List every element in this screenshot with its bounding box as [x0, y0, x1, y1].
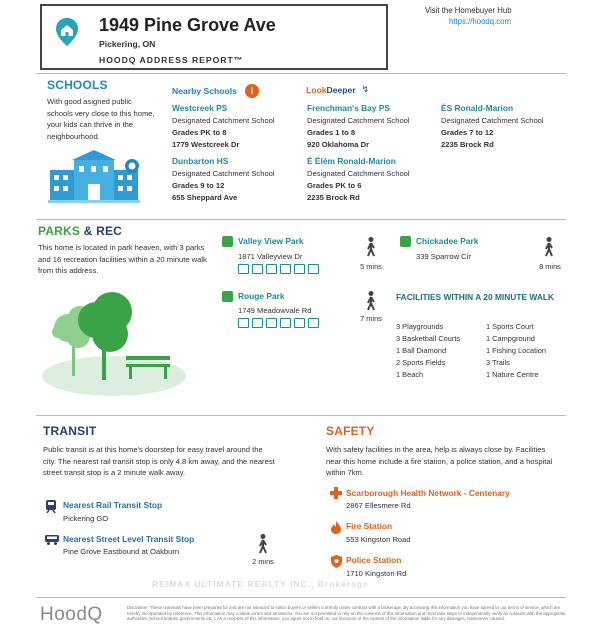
- facility-item: 3 Basketball Courts: [396, 333, 461, 343]
- watermark: RE/MAX ULTIMATE REALTY INC., Brokerage: [152, 579, 369, 589]
- parks-title: [38, 224, 122, 238]
- facility-icons: [238, 318, 322, 330]
- nearby-schools-label: Nearby Schools: [172, 86, 237, 96]
- safety-name[interactable]: Fire Station: [346, 521, 393, 531]
- school-entry: [307, 156, 410, 203]
- facility-item: 1 Fishing Location: [486, 345, 546, 355]
- school-building-icon: [48, 150, 148, 206]
- park-entry: [400, 236, 478, 247]
- rail-stop-label: Nearest Rail Transit Stop: [63, 500, 163, 510]
- trail-icon: [294, 264, 305, 274]
- safety-address: 553 Kingston Road: [346, 535, 411, 544]
- school-entry: [441, 103, 544, 150]
- trail-icon: [308, 318, 319, 328]
- fishing-icon: [294, 318, 305, 328]
- info-icon[interactable]: i: [245, 84, 259, 98]
- playground-icon: [238, 318, 249, 328]
- school-grades: Grades 9 to 12: [172, 180, 225, 190]
- parks-title-rec: & REC: [83, 224, 123, 238]
- facility-item: 1 Beach: [396, 369, 424, 379]
- facility-item: 1 Sports Court: [486, 322, 534, 331]
- safety-title: SAFETY: [326, 424, 375, 438]
- disclaimer: Disclaimer: These materials have been prepared for and are not intended to solicit buyers or sellers currently under contract with a brokerage. By accessing this information you have agreed to our terms of service, which are hereby incorporated by reference. This information may contain errors and omissions. You are not permitted to rely on the contents of this information and must take steps to independently verify its contents with the appropriate authorities (school boards, governments etc.). As a recipient of this information, you agree not to hold us, our licensors or the owners of the information liable for any damages, howsoever caused.: [127, 605, 566, 622]
- home-pin-icon: [54, 17, 80, 49]
- facilities-left-list: [396, 321, 460, 381]
- visit-hub-link[interactable]: https://hoodq.com: [449, 17, 511, 26]
- school-grades: Grades PK to 8: [172, 127, 227, 137]
- schools-intro: With good asigned public schools very close to this home, your kids can thrive in the neighbourhood.: [47, 97, 155, 141]
- street-stop-value: Pine Grove Eastbound at Oakburn: [63, 547, 180, 556]
- arrow-icon: ↯: [361, 84, 370, 94]
- street-stop-label: Nearest Street Level Transit Stop: [63, 534, 195, 544]
- basketball-icon: [252, 264, 263, 274]
- facility-item: 3 Playgrounds: [396, 322, 444, 331]
- nearby-schools-header: [172, 84, 259, 98]
- walk-time: 7 mins: [360, 314, 382, 323]
- school-address: 920 Oklahoma Dr: [307, 139, 370, 149]
- schools-title: SCHOOLS: [47, 78, 108, 92]
- school-type: Designated Catchment School: [307, 116, 410, 125]
- school-address: 2235 Brock Rd: [307, 192, 360, 202]
- walk-icon: [257, 534, 269, 556]
- safety-name[interactable]: Scarborough Health Network - Centenary: [346, 488, 510, 498]
- tree-icon: [400, 236, 411, 247]
- school-name[interactable]: Dunbarton HS: [172, 156, 229, 166]
- walk-time: 2 mins: [252, 557, 274, 566]
- walk-time: 5 mins: [360, 262, 382, 271]
- safety-address: 2867 Ellesmere Rd: [346, 501, 411, 510]
- facility-item: 3 Trails: [486, 357, 510, 367]
- school-type: Designated Catchment School: [172, 116, 275, 125]
- safety-address: 1710 Kingston Rd: [346, 569, 407, 578]
- school-type: Designated Catchment School: [307, 169, 410, 178]
- walk-icon: [365, 237, 377, 259]
- facilities-right-list: [486, 321, 546, 381]
- school-type: Designated Catchment School: [441, 116, 544, 125]
- park-entry: [222, 236, 304, 247]
- lookdeeper-logo[interactable]: [306, 84, 369, 95]
- campground-icon: [280, 318, 291, 328]
- school-address: 1779 Westcreek Dr: [172, 139, 240, 149]
- hospital-icon: [330, 487, 342, 501]
- park-address: 339 Sparrow Cir: [416, 252, 471, 261]
- sports-field-icon: [266, 318, 277, 328]
- school-grades: Grades 7 to 12: [441, 127, 494, 137]
- bus-icon: [45, 535, 59, 547]
- page-title: 1949 Pine Grove Ave: [99, 15, 276, 35]
- divider: [36, 219, 566, 220]
- school-type: Designated Catchment School: [172, 169, 275, 178]
- lookdeeper-deeper: Deeper: [326, 84, 356, 95]
- park-entry: [222, 291, 285, 302]
- city-label: Pickering, ON: [99, 39, 156, 49]
- school-grades: Grades 1 to 8: [307, 127, 356, 137]
- basketball-icon: [252, 318, 263, 328]
- playground-icon: [238, 264, 249, 274]
- school-address: 655 Sheppard Ave: [172, 192, 238, 202]
- transit-title: TRANSIT: [43, 424, 97, 438]
- safety-name[interactable]: Police Station: [346, 555, 402, 565]
- facility-item: 1 Nature Centre: [486, 369, 539, 379]
- school-name[interactable]: Frenchman's Bay PS: [307, 103, 390, 113]
- transit-intro: Public transit is at this home's doorstep for easy travel around the city. The nearest rail transit stop is only 4.8 km away, and the nearest street transit stop is a 2 minute walk away.: [43, 445, 275, 477]
- sports-field-icon: [280, 264, 291, 274]
- walk-icon: [543, 237, 555, 259]
- walk-icon: [365, 291, 377, 313]
- park-name[interactable]: Chickadee Park: [416, 236, 479, 246]
- park-address: 1749 Meadowvale Rd: [238, 306, 312, 315]
- lookdeeper-look: Look: [306, 84, 327, 95]
- ball-diamond-icon: [266, 264, 277, 274]
- parks-intro: This home is located in park heaven, with 3 parks and 16 recreation facilities within a 20 minute walk from this address.: [38, 243, 207, 275]
- divider: [36, 415, 566, 416]
- facility-item: 1 Ball Diamond: [396, 345, 447, 355]
- school-name[interactable]: ÉS Ronald-Marion: [441, 103, 514, 113]
- facilities-title: FACILITIES WITHIN A 20 MINUTE WALK: [396, 292, 555, 302]
- footer-logo: HoodQ: [40, 604, 103, 625]
- walk-time: 8 mins: [539, 262, 561, 271]
- park-illustration: [38, 286, 188, 400]
- fire-icon: [331, 521, 341, 536]
- parks-title-parks: PARKS: [38, 224, 81, 238]
- rail-stop-value: Pickering GO: [63, 514, 109, 523]
- train-icon: [45, 500, 57, 515]
- facility-item: 1 Campground: [486, 333, 535, 343]
- facility-icons: [238, 264, 322, 276]
- school-grades: Grades PK to 6: [307, 180, 362, 190]
- school-entry: [172, 156, 275, 203]
- visit-hub-label: Visit the Homebuyer Hub: [425, 6, 512, 15]
- school-address: 2235 Brock Rd: [441, 139, 494, 149]
- campground-icon: [308, 264, 319, 274]
- report-label: HOODQ ADDRESS REPORT™: [99, 55, 244, 65]
- tree-icon: [222, 291, 233, 302]
- divider: [36, 73, 566, 74]
- school-name[interactable]: É Élém Ronald-Marion: [307, 156, 396, 166]
- school-entry: [172, 103, 275, 150]
- park-address: 1871 Valleyview Dr: [238, 252, 303, 261]
- divider: [36, 597, 566, 598]
- facility-item: 2 Sports Fields: [396, 357, 446, 367]
- park-name[interactable]: Rouge Park: [238, 291, 285, 301]
- header-box: [40, 4, 388, 70]
- tree-icon: [222, 236, 233, 247]
- safety-intro: With safety facilities in the area, help is always close by. Facilities near this home include a fire station, a police station, and a hospital within 7km.: [326, 445, 553, 477]
- school-name[interactable]: Westcreek PS: [172, 103, 228, 113]
- shield-icon: [331, 555, 342, 570]
- school-entry: [307, 103, 410, 150]
- park-name[interactable]: Valley View Park: [238, 236, 304, 246]
